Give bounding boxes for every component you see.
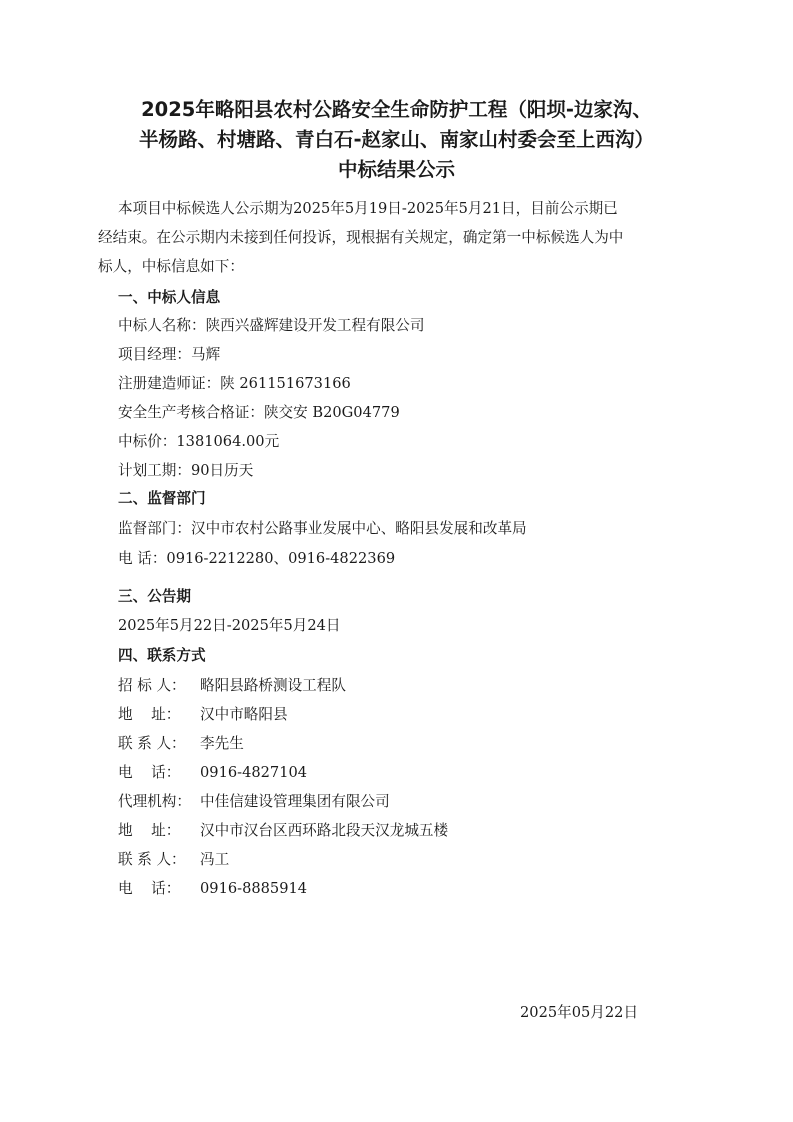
signature-date: 2025年05月22日 — [520, 1004, 639, 1021]
contact-2-label: 联 系 人： — [118, 851, 186, 868]
contact-1-value: 李先生 — [200, 735, 244, 752]
phone-1-label: 电 话： — [118, 764, 181, 781]
contact-2-value: 冯工 — [200, 851, 230, 868]
safety-certificate: 安全生产考核合格证：陕交安 B20G04779 — [118, 404, 400, 421]
supervision-phone: 电 话：0916-2212280、0916-4822369 — [118, 550, 396, 567]
title-line-3: 中标结果公示 — [337, 158, 455, 181]
address-2-row — [118, 821, 448, 841]
intro-line-2: 经结束。在公示期内未接到任何投诉，现根据有关规定，确定第一中标候选人为中 — [98, 229, 624, 246]
section-heading-contact: 四、联系方式 — [118, 647, 206, 664]
contact-2-row — [118, 850, 229, 870]
section-heading-winner: 一、中标人信息 — [118, 289, 221, 306]
phone-2-label: 电 话： — [118, 880, 181, 897]
winner-name: 中标人名称：陕西兴盛辉建设开发工程有限公司 — [118, 317, 425, 334]
registered-builder-certificate: 注册建造师证：陕 261151673166 — [118, 375, 351, 392]
planned-duration: 计划工期：90日历天 — [118, 462, 254, 479]
title-line-1: 2025年略阳县农村公路安全生命防护工程（阳坝-边家沟、 — [141, 98, 652, 121]
phone-2-row — [118, 879, 307, 899]
contact-1-row — [118, 734, 244, 754]
tenderer-label: 招 标 人： — [118, 677, 186, 694]
announcement-period: 2025年5月22日-2025年5月24日 — [118, 617, 341, 634]
phone-2-value: 0916-8885914 — [200, 880, 308, 897]
winning-price: 中标价：1381064.00元 — [118, 433, 280, 450]
intro-line-1: 本项目中标候选人公示期为2025年5月19日-2025年5月21日，目前公示期已 — [118, 200, 618, 217]
address-2-value: 汉中市汉台区西环路北段天汉龙城五楼 — [200, 822, 449, 839]
contact-1-label: 联 系 人： — [118, 735, 186, 752]
intro-line-3: 标人，中标信息如下： — [98, 258, 244, 275]
section-heading-period: 三、公告期 — [118, 588, 191, 605]
supervision-department: 监督部门：汉中市农村公路事业发展中心、略阳县发展和改革局 — [118, 520, 527, 537]
title-line-2: 半杨路、村塘路、青白石-赵家山、南家山村委会至上西沟） — [138, 128, 655, 151]
phone-1-row — [118, 763, 307, 783]
project-manager: 项目经理：马辉 — [118, 346, 221, 363]
address-2-label: 地 址： — [118, 822, 181, 839]
tenderer-row — [118, 676, 346, 696]
intro-paragraph — [98, 194, 693, 281]
agency-label: 代理机构： — [118, 793, 191, 810]
agency-value: 中佳信建设管理集团有限公司 — [200, 793, 390, 810]
document-title — [90, 95, 703, 185]
address-1-label: 地 址： — [118, 706, 181, 723]
agency-row — [118, 792, 390, 812]
phone-1-value: 0916-4827104 — [200, 764, 308, 781]
address-1-row — [118, 705, 288, 725]
address-1-value: 汉中市略阳县 — [200, 706, 288, 723]
tenderer-value: 略阳县路桥测设工程队 — [200, 677, 346, 694]
section-heading-supervision: 二、监督部门 — [118, 490, 206, 507]
